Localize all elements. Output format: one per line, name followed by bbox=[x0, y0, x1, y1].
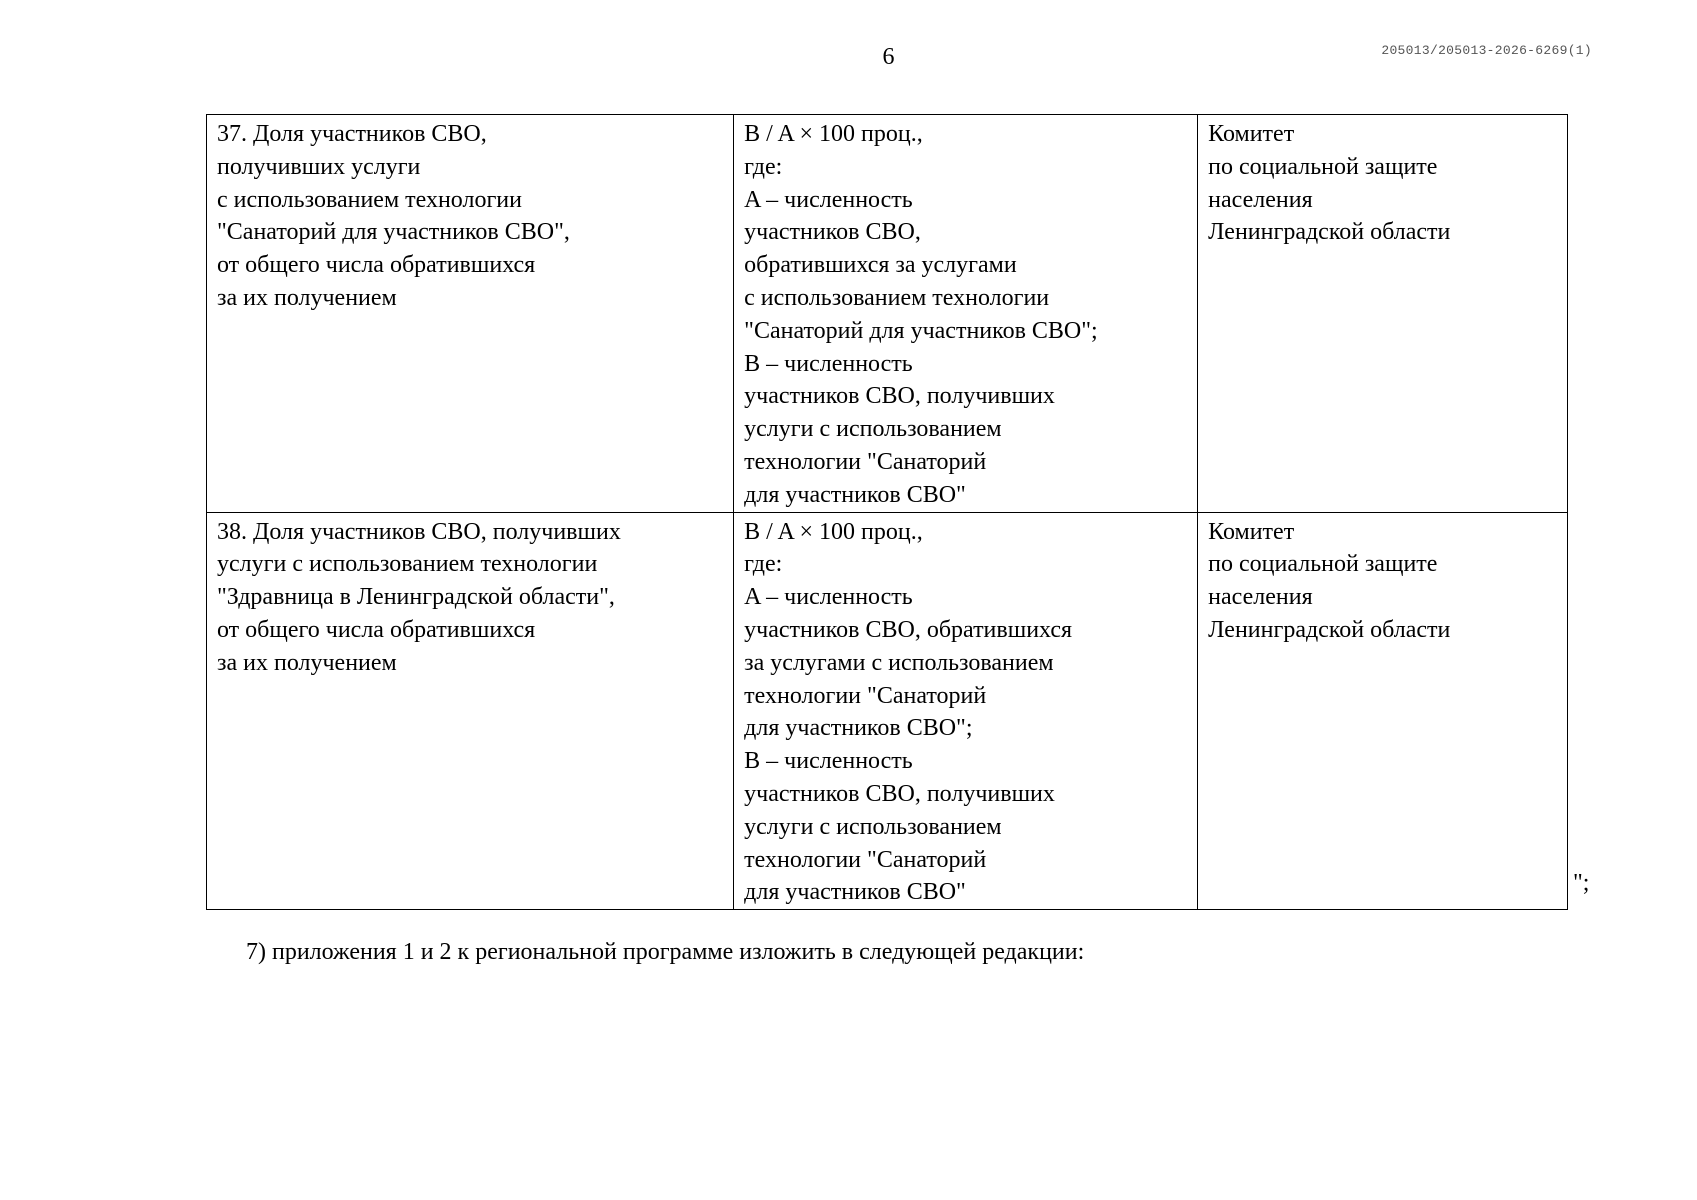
text-line: с использованием технологии bbox=[217, 186, 522, 213]
text-line: для участников СВО" bbox=[744, 879, 966, 906]
text-line: B – численность bbox=[744, 350, 913, 377]
text-line: где: bbox=[744, 551, 783, 578]
indicator-name-cell bbox=[207, 512, 734, 910]
page-number: 6 bbox=[882, 44, 895, 70]
document-id: 205013/205013-2026-6269(1) bbox=[1381, 43, 1592, 58]
text-line: услуги с использованием технологии bbox=[217, 551, 598, 578]
responsible-cell bbox=[1198, 115, 1568, 513]
text-line: обратившихся за услугами bbox=[744, 252, 1017, 279]
text-line: по социальной защите bbox=[1208, 551, 1438, 578]
text-line: участников СВО, обратившихся bbox=[744, 616, 1073, 643]
indicators-table bbox=[206, 114, 1568, 910]
table-row bbox=[207, 115, 1568, 513]
text-line: получивших услуги bbox=[217, 153, 421, 180]
text-line: "Здравница в Ленинградской области", bbox=[217, 584, 615, 611]
text-line: населения bbox=[1208, 186, 1313, 213]
text-line: Комитет bbox=[1208, 121, 1295, 147]
body-paragraph: 7) приложения 1 и 2 к региональной программе изложить в следующей редакции: bbox=[246, 939, 1085, 965]
text-line: технологии "Санаторий bbox=[744, 846, 987, 873]
text-line: для участников СВО"; bbox=[744, 715, 973, 742]
text-line: B – численность bbox=[744, 748, 913, 775]
closing-quote: "; bbox=[1573, 870, 1590, 896]
formula-cell bbox=[734, 512, 1198, 910]
responsible-cell bbox=[1198, 512, 1568, 910]
text-line: Ленинградской области bbox=[1208, 219, 1451, 246]
text-line: от общего числа обратившихся bbox=[217, 252, 536, 279]
text-line: технологии "Санаторий bbox=[744, 448, 987, 475]
text-line: для участников СВО" bbox=[744, 481, 966, 508]
text-line: B / A × 100 проц., bbox=[744, 518, 923, 545]
text-line: за услугами с использованием bbox=[744, 649, 1054, 676]
text-line: "Санаторий для участников СВО"; bbox=[744, 317, 1098, 344]
indicator-name-cell bbox=[207, 115, 734, 513]
text-line: участников СВО, получивших bbox=[744, 383, 1055, 410]
text-line: участников СВО, получивших bbox=[744, 780, 1055, 807]
text-line: участников СВО, bbox=[744, 219, 921, 246]
text-line: по социальной защите bbox=[1208, 153, 1438, 180]
text-line: услуги с использованием bbox=[744, 416, 1002, 443]
text-line: от общего числа обратившихся bbox=[217, 616, 536, 643]
text-line: 38. Доля участников СВО, получивших bbox=[217, 518, 621, 545]
text-line: с использованием технологии bbox=[744, 284, 1050, 311]
text-line: населения bbox=[1208, 584, 1313, 611]
table-row bbox=[207, 512, 1568, 910]
text-line: Ленинградской области bbox=[1208, 616, 1451, 643]
text-line: технологии "Санаторий bbox=[744, 682, 987, 709]
text-line: 37. Доля участников СВО, bbox=[217, 121, 487, 147]
text-line: за их получением bbox=[217, 284, 397, 311]
formula-cell bbox=[734, 115, 1198, 513]
text-line: A – численность bbox=[744, 584, 913, 611]
text-line: "Санаторий для участников СВО", bbox=[217, 219, 570, 246]
text-line: B / A × 100 проц., bbox=[744, 121, 923, 147]
text-line: A – численность bbox=[744, 186, 913, 213]
text-line: где: bbox=[744, 153, 783, 180]
text-line: Комитет bbox=[1208, 518, 1295, 545]
text-line: услуги с использованием bbox=[744, 813, 1002, 840]
text-line: за их получением bbox=[217, 649, 397, 676]
